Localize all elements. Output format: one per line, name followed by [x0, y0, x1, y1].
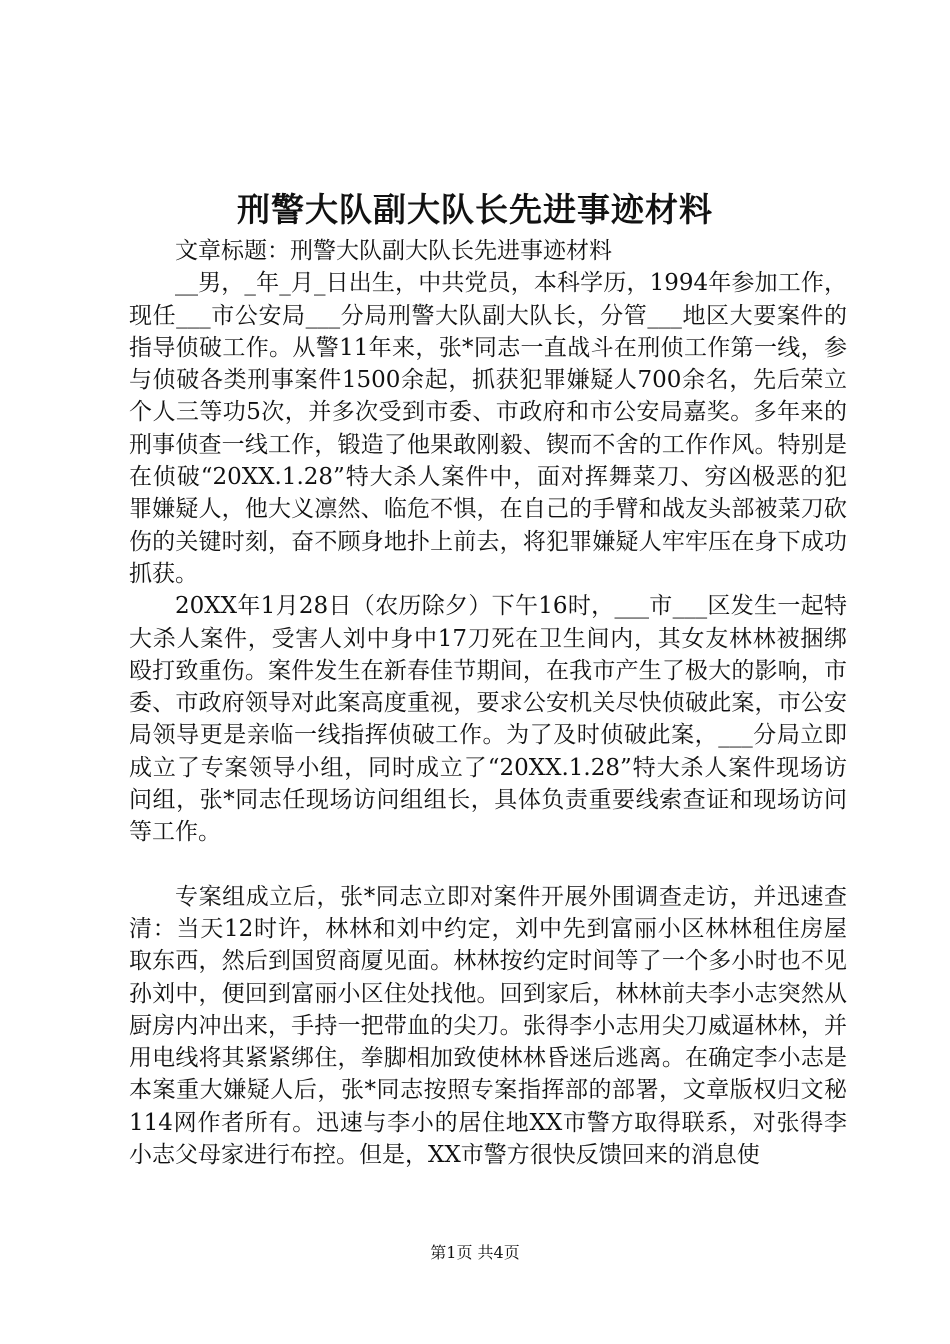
document-title: 刑警大队副大队长先进事迹材料 — [237, 190, 713, 229]
body-paragraph: __男，_年_月_日出生，中共党员，本科学历，1994年参加工作，现任___市公安局___分局刑警大队副大队长，分管___地区大要案件的指导侦破工作。从警11年来，张*同志一直战斗在刑侦工作第一线，参与侦破各类刑事案件1500余起，抓获犯罪嫌疑人700余名，先后荣立个人三等功5次，并多次受到市委、市政府和市公安局嘉奖。多年来的刑事侦查一线工作，锻造了他果敢刚毅、锲而不舍的工作作风。特别是在侦破“20XX.1.28”特大杀人案件中，面对挥舞菜刀、穷凶极恶的犯罪嫌疑人，他大义凛然、临危不惧，在自己的手臂和战友头部被菜刀砍伤的关键时刻，奋不顾身地扑上前去，将犯罪嫌疑人牢牢压在身下成功抓获。 — [129, 270, 847, 587]
body-paragraph: 专案组成立后，张*同志立即对案件开展外围调查走访，并迅速查清：当天12时许，林林和刘中约定，刘中先到富丽小区林林租住房屋取东西，然后到国贸商厦见面。林林按约定时间等了一个多小时也不见孙刘中，便回到富丽小区住处找他。回到家后，林林前夫李小志突然从厨房内冲出来，手持一把带血的尖刀。张得李小志用尖刀威逼林林，并用电线将其紧紧绑住，拳脚相加致使林林昏迷后逃离。在确定李小志是本案重大嫌疑人后，张*同志按照专案指挥部的部署，文章版权归文秘114网作者所有。迅速与李小的居住地XX市警方取得联系，对张得李小志父母家进行布控。但是，XX市警方很快反馈回来的消息使 — [129, 883, 847, 1169]
body-paragraph: 20XX年1月28日（农历除夕）下午16时，___市___区发生一起特大杀人案件，受害人刘中身中17刀死在卫生间内，其女友林林被捆绑殴打致重伤。案件发生在新春佳节期间，在我市产生了极大的影响，市委、市政府领导对此案高度重视，要求公安机关尽快侦破此案，市公安局领导更是亲临一线指挥侦破工作。为了及时侦破此案，___分局立即成立了专案领导小组，同时成立了“20XX.1.28”特大杀人案件现场访问组，张*同志任现场访问组组长，具体负责重要线索查证和现场访问等工作。 — [129, 593, 847, 846]
article-heading-line: 文章标题：刑警大队副大队长先进事迹材料 — [175, 238, 612, 264]
page-footer: 第1页 共4页 — [430, 1243, 520, 1262]
document-body — [129, 235, 847, 1171]
